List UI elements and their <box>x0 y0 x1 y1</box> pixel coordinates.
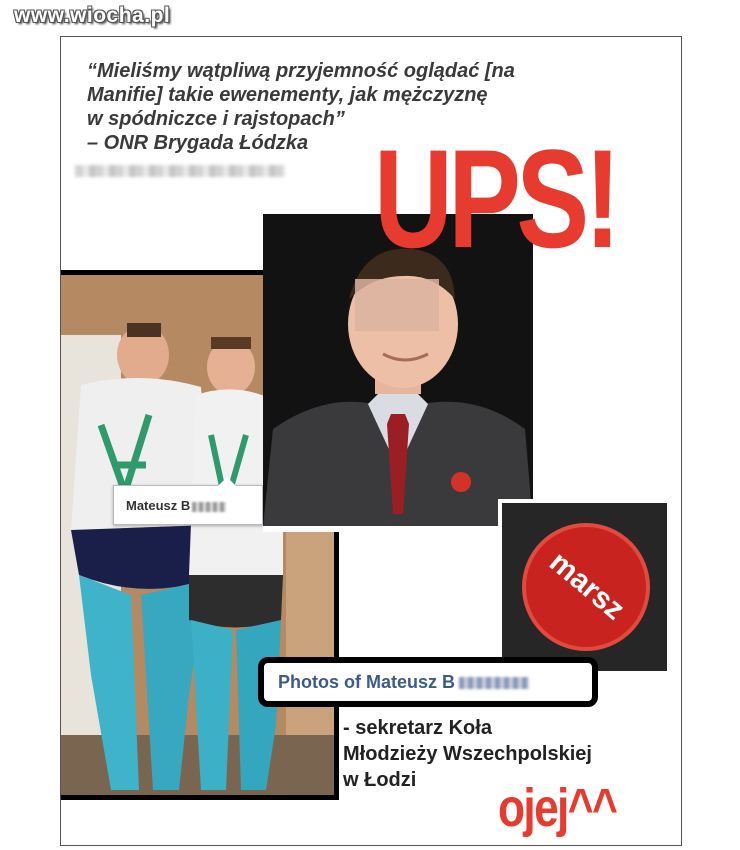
description-line-3: w Łodzi <box>343 769 417 791</box>
photos-of-box[interactable] <box>258 657 598 707</box>
photos-of-name-obscured <box>459 677 529 689</box>
footer-exclamation: ojej^^ <box>498 778 617 838</box>
blurred-source-line <box>75 165 285 177</box>
badge-illustration <box>502 503 667 671</box>
tag-name: Mateusz B <box>126 498 191 513</box>
description-line-2: Młodzieży Wszechpolskiej <box>343 743 592 765</box>
quote-line-1: “Mieliśmy wątpliwą przyjemność oglądać [na <box>87 60 515 82</box>
quote-line-3: w spódniczce i rajstopach” <box>87 108 345 130</box>
description-line-1: - sekretarz Koła <box>343 717 492 739</box>
tag-name-obscured <box>192 502 226 512</box>
headline-ups: UPS! <box>374 120 617 277</box>
watermark: www.wiocha.pl <box>14 4 171 27</box>
badge-text: marsz <box>543 545 631 627</box>
photo-badge-closeup <box>498 499 671 675</box>
photo-tag-label[interactable] <box>113 485 263 525</box>
quote-line-2: Manifie] takie ewenementy, jak mężczyznę <box>87 84 488 106</box>
photos-of-text: Photos of Mateusz B <box>278 672 456 692</box>
meme-frame <box>60 36 682 846</box>
quote-attribution: – ONR Brygada Łódzka <box>87 132 309 154</box>
